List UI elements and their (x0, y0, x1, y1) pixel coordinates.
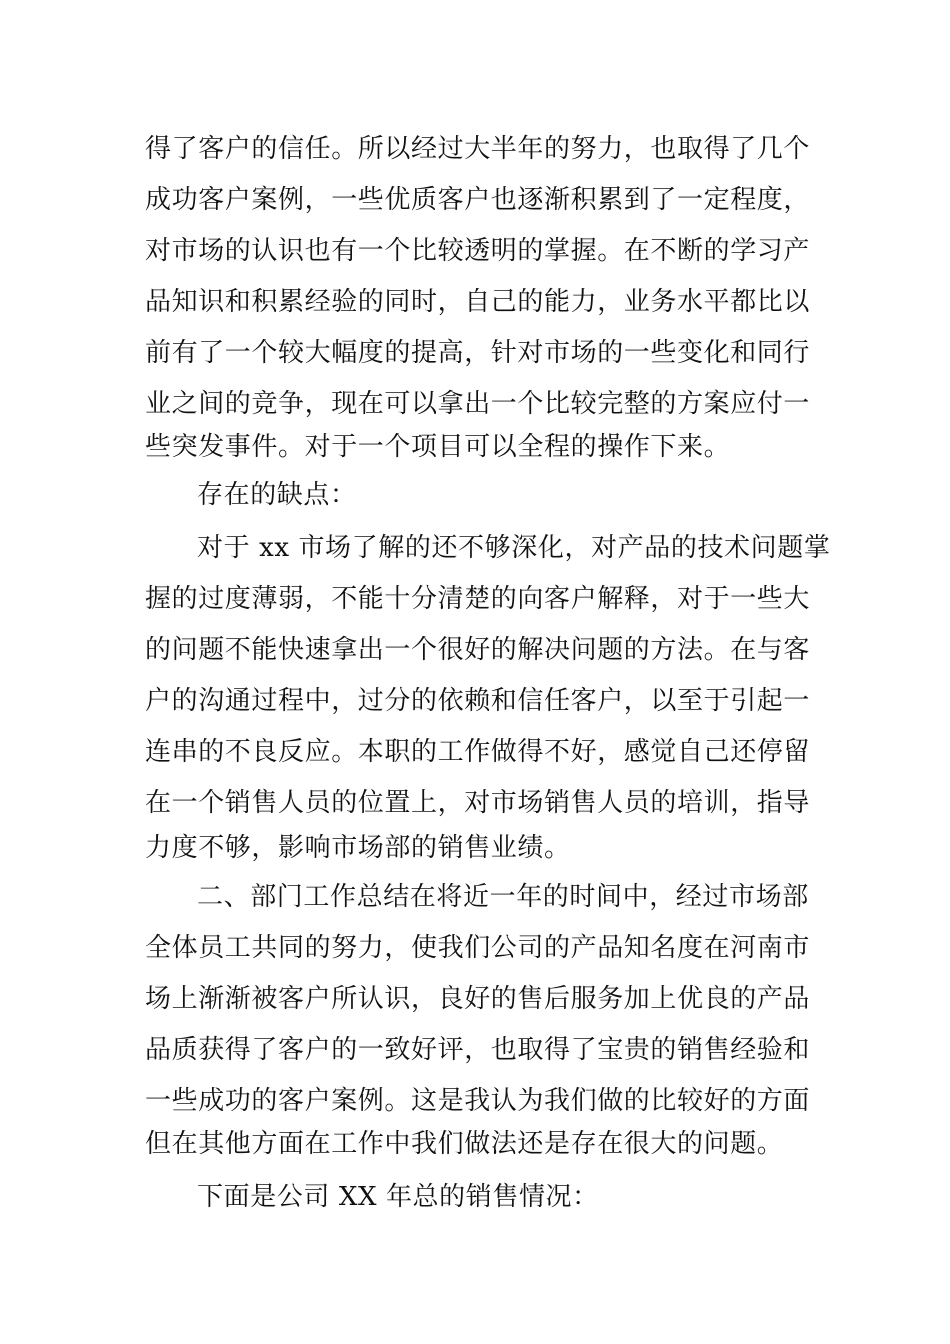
body-text-line: 成功客户案例，一些优质客户也逐渐积累到了一定程度， (145, 185, 811, 215)
body-text-line: 得了客户的信任。所以经过大半年的努力，也取得了几个 (145, 134, 811, 164)
body-text-line: 对市场的认识也有一个比较透明的掌握。在不断的学习产 (145, 236, 811, 266)
body-text-line: 前有了一个较大幅度的提高，针对市场的一些变化和同行 (145, 338, 811, 368)
sales-intro-line: 下面是公司 XX 年总的销售情况： (197, 1182, 599, 1212)
body-text-line: 品知识和积累经验的同时，自己的能力，业务水平都比以 (145, 287, 811, 317)
body-text-line: 但在其他方面在工作中我们做法还是存在很大的问题。 (145, 1129, 784, 1159)
body-text-line: 一些成功的客户案例。这是我认为我们做的比较好的方面 (145, 1086, 811, 1116)
body-text-line: 在一个销售人员的位置上，对市场销售人员的培训，指导 (145, 788, 811, 818)
body-text-line: 对于 xx 市场了解的还不够深化，对产品的技术问题掌 (197, 533, 831, 563)
body-text-line: 品质获得了客户的一致好评，也取得了宝贵的销售经验和 (145, 1035, 811, 1065)
body-text-line: 力度不够，影响市场部的销售业绩。 (145, 833, 571, 863)
body-text-line: 握的过度薄弱，不能十分清楚的向客户解释，对于一些大 (145, 584, 811, 614)
body-text-line: 场上渐渐被客户所认识，良好的售后服务加上优良的产品 (145, 984, 811, 1014)
body-text-line: 户的沟通过程中，过分的依赖和信任客户，以至于引起一 (145, 686, 811, 716)
body-text-line: 些突发事件。对于一个项目可以全程的操作下来。 (145, 432, 731, 462)
body-text-line: 业之间的竞争，现在可以拿出一个比较完整的方案应付一 (145, 389, 811, 419)
body-text-line: 二、部门工作总结在将近一年的时间中，经过市场部 (197, 882, 809, 912)
body-text-line: 的问题不能快速拿出一个很好的解决问题的方法。在与客 (145, 635, 811, 665)
body-text-line: 全体员工共同的努力，使我们公司的产品知名度在河南市 (145, 933, 811, 963)
body-text-line: 连串的不良反应。本职的工作做得不好，感觉自己还停留 (145, 737, 811, 767)
section-heading-shortcomings: 存在的缺点： (197, 480, 357, 510)
